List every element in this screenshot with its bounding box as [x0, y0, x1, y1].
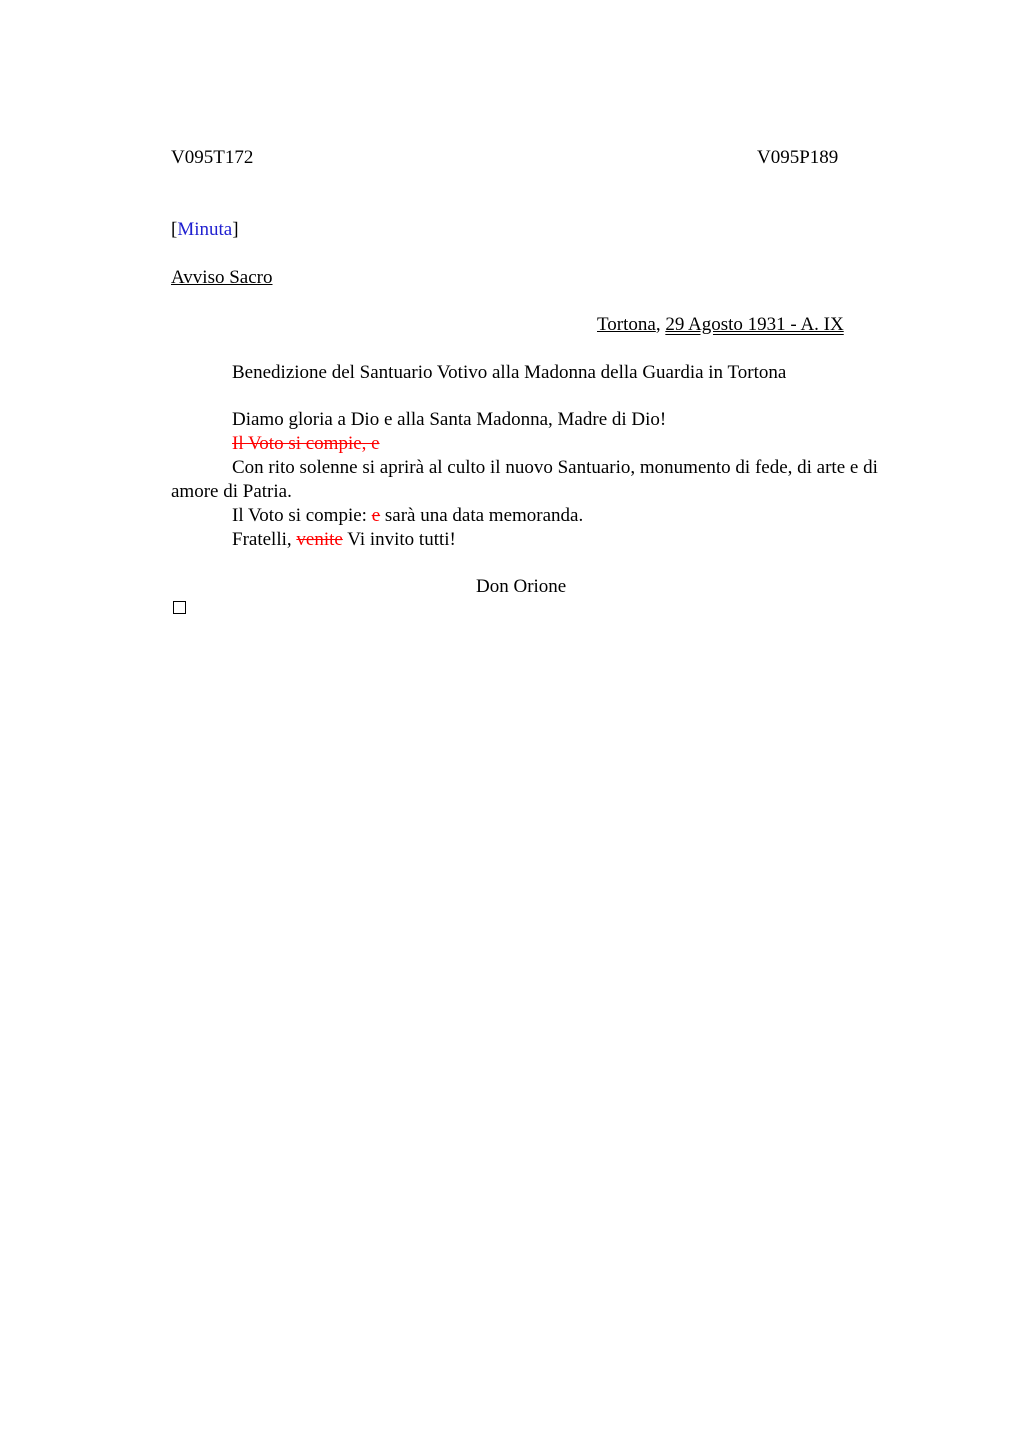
minuta-open-bracket: [ [171, 219, 178, 240]
body-line-5-end: Vi invito tutti! [342, 529, 456, 550]
document-heading: Benedizione del Santuario Votivo alla Madonna della Guardia in Tortona [232, 362, 787, 383]
dateline-date: 29 Agosto 1931 - A. IX [665, 314, 844, 335]
minuta-label [171, 218, 239, 242]
dateline-separator: , [655, 314, 661, 335]
dateline [597, 313, 844, 337]
deleted-text: Il Voto si compie, e [232, 433, 380, 454]
body-line-5-start: Fratelli, [232, 529, 297, 550]
minuta-text: Minuta [177, 219, 233, 240]
body-line-5 [171, 528, 916, 552]
dateline-place: Tortona [597, 314, 656, 335]
document-code-right: V095P189 [757, 147, 839, 168]
document-code-left: V095T172 [171, 147, 254, 168]
body-line-4-end: sarà una data memoranda. [380, 505, 584, 526]
body-line-1: Diamo gloria a Dio e alla Santa Madonna, Madre di Dio! [232, 409, 667, 430]
minuta-close-bracket: ] [232, 219, 239, 240]
body-line-4 [171, 504, 916, 528]
document-title: Avviso Sacro [171, 267, 273, 288]
deleted-text: venite [296, 529, 343, 550]
deleted-text: e [371, 505, 381, 526]
body-line-4-start: Il Voto si compie: [232, 505, 372, 526]
checkbox-icon[interactable] [173, 601, 186, 614]
document-body [171, 408, 916, 552]
body-line-2 [171, 432, 916, 456]
signature: Don Orione [476, 576, 567, 597]
body-line-3: Con rito solenne si aprirà al culto il nuovo Santuario, monumento di fede, di arte e di amore di Patria. [171, 457, 878, 502]
